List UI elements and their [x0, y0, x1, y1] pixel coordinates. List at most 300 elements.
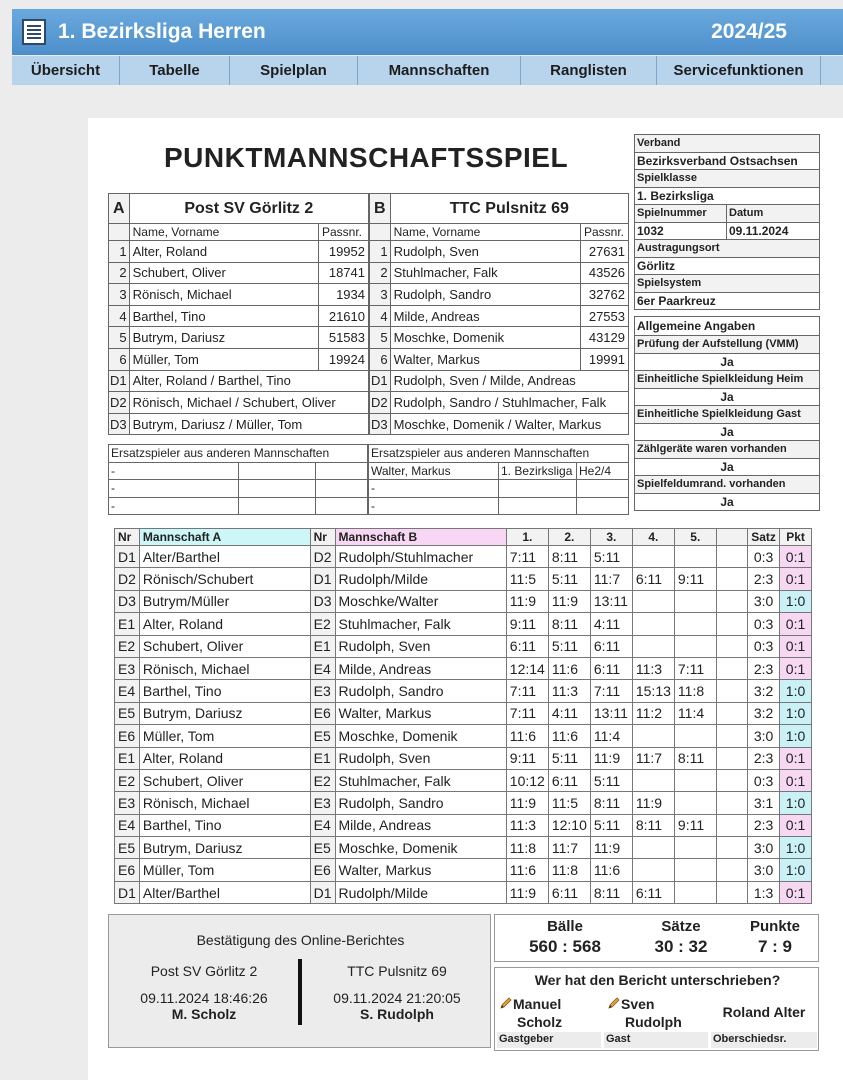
match-nr-b: D1 — [310, 881, 335, 903]
match-nr-a: D1 — [115, 546, 140, 568]
match-satz: 2:3 — [748, 747, 780, 769]
datum-value: 09.11.2024 — [727, 222, 820, 240]
league-title: 1. Bezirksliga Herren — [58, 20, 266, 43]
match-set-2: 11:6 — [548, 657, 590, 679]
general-value: Ja — [635, 353, 820, 371]
nav-ranglisten[interactable]: Ranglisten — [521, 56, 657, 85]
match-player-b: Rudolph, Sandro — [335, 792, 506, 814]
match-set-1: 9:11 — [506, 613, 548, 635]
pencil-icon — [499, 996, 513, 1010]
match-row — [115, 837, 812, 859]
player-name: Stuhlmacher, Falk — [390, 262, 580, 284]
match-satz: 0:3 — [748, 635, 780, 657]
doubles-position: D3 — [370, 413, 391, 435]
match-set-4: 11:9 — [632, 792, 674, 814]
match-nr-a: E2 — [115, 769, 140, 791]
match-satz: 3:0 — [748, 590, 780, 612]
match-set-4 — [632, 859, 674, 881]
doubles-pair: Rudolph, Sven / Milde, Andreas — [390, 370, 628, 392]
match-nr-b: E5 — [310, 725, 335, 747]
match-set-3: 5:11 — [590, 546, 632, 568]
col-name-header: Name, Vorname — [129, 224, 318, 241]
player-position: 3 — [109, 284, 130, 306]
substitute-cell — [316, 480, 368, 498]
match-nr-b: E4 — [310, 814, 335, 836]
totals-panel — [494, 914, 819, 962]
match-player-a: Barthel, Tino — [139, 814, 310, 836]
points-label: Punkte — [749, 918, 800, 935]
general-label-row — [635, 406, 820, 424]
match-set-4: 15:13 — [632, 680, 674, 702]
match-extra — [716, 725, 747, 747]
match-satz: 3:1 — [748, 792, 780, 814]
player-passnr: 19952 — [319, 241, 369, 263]
player-name: Rudolph, Sandro — [390, 284, 580, 306]
match-player-a: Rönisch, Michael — [139, 792, 310, 814]
player-passnr: 21610 — [319, 305, 369, 327]
match-extra — [716, 546, 747, 568]
general-label: Zählgeräte waren vorhanden — [635, 441, 820, 459]
match-satz: 2:3 — [748, 568, 780, 590]
match-nr-b: D1 — [310, 568, 335, 590]
guest-label: Gast — [604, 1032, 708, 1048]
doubles-position: D2 — [109, 392, 130, 414]
match-set-1: 7:11 — [506, 702, 548, 724]
match-player-b: Stuhlmacher, Falk — [335, 613, 506, 635]
doubles-row — [370, 370, 629, 392]
general-label: Einheitliche Spielkleidung Gast — [635, 406, 820, 424]
general-label: Einheitliche Spielkleidung Heim — [635, 371, 820, 389]
match-set-4: 6:11 — [632, 568, 674, 590]
substitute-cell — [577, 480, 629, 498]
substitute-row — [109, 480, 368, 498]
match-satz: 0:3 — [748, 769, 780, 791]
player-passnr: 1934 — [319, 284, 369, 306]
header-blank — [109, 224, 130, 241]
general-label-row — [635, 441, 820, 459]
system-value: 6er Paarkreuz — [635, 292, 820, 310]
match-nr-a: E6 — [115, 725, 140, 747]
match-satz: 2:3 — [748, 814, 780, 836]
general-label: Prüfung der Aufstellung (VMM) — [635, 336, 820, 354]
general-value-row — [635, 458, 820, 476]
general-label-row — [635, 476, 820, 494]
doubles-pair: Moschke, Domenik / Walter, Markus — [390, 413, 628, 435]
match-set-5: 9:11 — [674, 814, 716, 836]
team-a-letter: A — [109, 194, 130, 224]
match-nr-a: D3 — [115, 590, 140, 612]
general-label-row — [635, 371, 820, 389]
col-name-header: Name, Vorname — [390, 224, 580, 241]
match-row — [115, 680, 812, 702]
team-a-name: Post SV Görlitz 2 — [129, 194, 368, 224]
match-player-a: Rönisch, Michael — [139, 657, 310, 679]
general-value: Ja — [635, 493, 820, 511]
match-set-2: 11:8 — [548, 859, 590, 881]
match-nr-a: E5 — [115, 837, 140, 859]
player-passnr: 19924 — [319, 348, 369, 370]
team-a-table — [108, 193, 369, 435]
nav-spielplan[interactable]: Spielplan — [230, 56, 358, 85]
match-player-a: Alter, Roland — [139, 747, 310, 769]
match-satz: 3:2 — [748, 702, 780, 724]
match-set-2: 5:11 — [548, 568, 590, 590]
confirm-away-team: TTC Pulsnitz 69 — [347, 963, 447, 979]
player-name: Rönisch, Michael — [129, 284, 318, 306]
general-label-row — [635, 336, 820, 354]
verband-label: Verband — [635, 135, 820, 153]
player-name: Alter, Roland — [129, 241, 318, 263]
match-extra — [716, 680, 747, 702]
match-set-5: 9:11 — [674, 568, 716, 590]
player-position: 2 — [109, 262, 130, 284]
match-set-2: 8:11 — [548, 613, 590, 635]
season-label: 2024/25 — [711, 20, 787, 43]
host-signature — [499, 995, 604, 1031]
match-set-3: 11:4 — [590, 725, 632, 747]
confirmation-title: Bestätigung des Online-Berichtes — [196, 932, 405, 948]
col-extra — [716, 529, 747, 546]
match-pkt: 0:1 — [780, 881, 812, 903]
verband-value: Bezirksverband Ostsachsen — [635, 152, 820, 170]
match-set-1: 6:11 — [506, 635, 548, 657]
match-nr-b: E2 — [310, 769, 335, 791]
match-extra — [716, 769, 747, 791]
match-set-2: 11:3 — [548, 680, 590, 702]
match-nr-a: D2 — [115, 568, 140, 590]
col-set-3: 3. — [590, 529, 632, 546]
player-position: 3 — [370, 284, 391, 306]
match-set-1: 11:9 — [506, 881, 548, 903]
general-value-row — [635, 423, 820, 441]
ort-value: Görlitz — [635, 257, 820, 275]
match-nr-b: E3 — [310, 680, 335, 702]
match-set-1: 11:9 — [506, 590, 548, 612]
match-set-5 — [674, 859, 716, 881]
col-nr: Nr — [115, 529, 140, 546]
match-player-a: Alter, Roland — [139, 613, 310, 635]
match-nr-b: E5 — [310, 837, 335, 859]
match-set-2: 6:11 — [548, 769, 590, 791]
match-set-5: 7:11 — [674, 657, 716, 679]
match-pkt: 1:0 — [780, 702, 812, 724]
general-label: Spielfeldumrand. vorhanden — [635, 476, 820, 494]
substitutes-a-table — [108, 444, 368, 515]
match-player-a: Alter/Barthel — [139, 546, 310, 568]
match-set-1: 11:5 — [506, 568, 548, 590]
match-nr-a: E3 — [115, 657, 140, 679]
sets-label: Sätze — [661, 918, 701, 935]
substitute-cell — [238, 497, 316, 515]
match-player-a: Alter/Barthel — [139, 881, 310, 903]
col-nr: Nr — [310, 529, 335, 546]
match-set-4: 11:7 — [632, 747, 674, 769]
match-nr-a: E4 — [115, 680, 140, 702]
general-value: Ja — [635, 423, 820, 441]
match-pkt: 0:1 — [780, 769, 812, 791]
substitute-cell — [499, 497, 577, 515]
match-player-b: Stuhlmacher, Falk — [335, 769, 506, 791]
match-player-a: Butrym, Dariusz — [139, 702, 310, 724]
match-pkt: 0:1 — [780, 568, 812, 590]
doubles-row — [109, 370, 369, 392]
match-set-1: 10:12 — [506, 769, 548, 791]
match-pkt: 1:0 — [780, 859, 812, 881]
spielklasse-value: 1. Bezirksliga — [635, 187, 820, 205]
doubles-row — [109, 392, 369, 414]
player-position: 2 — [370, 262, 391, 284]
match-set-4: 6:11 — [632, 881, 674, 903]
player-row — [109, 241, 369, 263]
substitute-row — [369, 497, 629, 515]
match-set-3: 5:11 — [590, 769, 632, 791]
guest-signature — [607, 995, 712, 1031]
match-row — [115, 881, 812, 903]
match-pkt: 0:1 — [780, 747, 812, 769]
match-nr-b: E2 — [310, 613, 335, 635]
match-nr-b: E4 — [310, 657, 335, 679]
match-set-5 — [674, 881, 716, 903]
matches-table — [114, 528, 812, 904]
match-nr-a: E2 — [115, 635, 140, 657]
match-row — [115, 635, 812, 657]
substitute-cell: He2/4 — [577, 462, 629, 480]
col-set-4: 4. — [632, 529, 674, 546]
player-passnr: 19991 — [581, 348, 629, 370]
general-info-table — [634, 316, 820, 511]
match-nr-a: E1 — [115, 613, 140, 635]
general-value-row — [635, 353, 820, 371]
match-extra — [716, 747, 747, 769]
match-set-1: 9:11 — [506, 747, 548, 769]
match-set-5 — [674, 546, 716, 568]
match-set-4: 11:3 — [632, 657, 674, 679]
match-nr-a: E1 — [115, 747, 140, 769]
match-player-b: Walter, Markus — [335, 859, 506, 881]
match-row — [115, 859, 812, 881]
player-name: Moschke, Domenik — [390, 327, 580, 349]
match-player-b: Moschke/Walter — [335, 590, 506, 612]
match-extra — [716, 881, 747, 903]
col-team-b: Mannschaft B — [335, 529, 506, 546]
match-set-2: 12:10 — [548, 814, 590, 836]
match-set-3: 7:11 — [590, 680, 632, 702]
match-set-5 — [674, 613, 716, 635]
match-extra — [716, 613, 747, 635]
match-nr-b: E1 — [310, 635, 335, 657]
match-pkt: 0:1 — [780, 635, 812, 657]
spielnummer-value: 1032 — [635, 222, 727, 240]
match-set-5 — [674, 769, 716, 791]
match-set-5 — [674, 590, 716, 612]
guest-last-name: Rudolph — [625, 1014, 682, 1030]
substitute-cell — [577, 497, 629, 515]
document-icon — [22, 19, 46, 45]
match-set-1: 12:14 — [506, 657, 548, 679]
match-set-1: 11:8 — [506, 837, 548, 859]
match-row — [115, 702, 812, 724]
match-set-5 — [674, 635, 716, 657]
nav-servicefunktionen[interactable]: Servicefunktionen — [657, 56, 821, 85]
match-set-2: 6:11 — [548, 881, 590, 903]
match-set-2: 11:9 — [548, 590, 590, 612]
match-nr-b: E6 — [310, 859, 335, 881]
match-set-3: 13:11 — [590, 702, 632, 724]
col-set-1: 1. — [506, 529, 548, 546]
balls-value: 560 : 568 — [529, 937, 601, 956]
match-nr-b: E6 — [310, 702, 335, 724]
spielklasse-label: Spielklasse — [635, 170, 820, 188]
player-passnr: 27553 — [581, 305, 629, 327]
general-value-row — [635, 493, 820, 511]
match-info-table — [634, 134, 820, 310]
match-player-b: Rudolph, Sven — [335, 635, 506, 657]
player-name: Butrym, Dariusz — [129, 327, 318, 349]
substitute-cell — [499, 480, 577, 498]
match-set-3: 4:11 — [590, 613, 632, 635]
match-set-3: 8:11 — [590, 881, 632, 903]
player-position: 4 — [370, 305, 391, 327]
player-row — [370, 327, 629, 349]
substitute-cell — [316, 462, 368, 480]
match-set-1: 11:6 — [506, 725, 548, 747]
match-extra — [716, 590, 747, 612]
match-player-b: Rudolph/Stuhlmacher — [335, 546, 506, 568]
match-nr-a: D1 — [115, 881, 140, 903]
match-set-2: 4:11 — [548, 702, 590, 724]
guest-first-name: Sven — [621, 996, 655, 1012]
player-name: Milde, Andreas — [390, 305, 580, 327]
match-player-b: Milde, Andreas — [335, 814, 506, 836]
match-nr-a: E3 — [115, 792, 140, 814]
match-set-3: 11:9 — [590, 837, 632, 859]
match-set-2: 8:11 — [548, 546, 590, 568]
match-nr-b: E3 — [310, 792, 335, 814]
match-player-b: Rudolph/Milde — [335, 881, 506, 903]
doubles-pair: Alter, Roland / Barthel, Tino — [129, 370, 368, 392]
signatures-title: Wer hat den Bericht unterschrieben? — [534, 972, 781, 988]
player-name: Rudolph, Sven — [390, 241, 580, 263]
substitutes-b-table — [368, 444, 629, 515]
header-blank — [370, 224, 391, 241]
match-row — [115, 546, 812, 568]
match-player-a: Rönisch/Schubert — [139, 568, 310, 590]
match-set-3: 11:6 — [590, 859, 632, 881]
match-set-1: 7:11 — [506, 546, 548, 568]
match-player-b: Rudolph, Sven — [335, 747, 506, 769]
match-nr-b: D3 — [310, 590, 335, 612]
nav-mannschaften[interactable]: Mannschaften — [358, 56, 521, 85]
doubles-position: D1 — [370, 370, 391, 392]
confirm-away-time: 09.11.2024 21:20:05 — [333, 990, 461, 1006]
substitute-cell: Walter, Markus — [369, 462, 499, 480]
substitute-row — [369, 462, 629, 480]
doubles-pair: Rudolph, Sandro / Stuhlmacher, Falk — [390, 392, 628, 414]
player-position: 6 — [109, 348, 130, 370]
player-passnr: 51583 — [319, 327, 369, 349]
player-row — [109, 262, 369, 284]
doubles-pair: Rönisch, Michael / Schubert, Oliver — [129, 392, 368, 414]
match-set-3: 8:11 — [590, 792, 632, 814]
match-set-2: 5:11 — [548, 635, 590, 657]
match-row — [115, 613, 812, 635]
match-player-a: Butrym, Dariusz — [139, 837, 310, 859]
substitute-cell: - — [109, 462, 239, 480]
match-pkt: 1:0 — [780, 725, 812, 747]
match-set-4: 8:11 — [632, 814, 674, 836]
match-extra — [716, 657, 747, 679]
match-player-b: Moschke, Domenik — [335, 837, 506, 859]
system-label: Spielsystem — [635, 275, 820, 293]
player-name: Barthel, Tino — [129, 305, 318, 327]
doubles-position: D2 — [370, 392, 391, 414]
match-satz: 0:3 — [748, 613, 780, 635]
col-pass-header: Passnr. — [319, 224, 369, 241]
match-pkt: 0:1 — [780, 613, 812, 635]
match-player-b: Rudolph/Milde — [335, 568, 506, 590]
col-team-a: Mannschaft A — [139, 529, 310, 546]
match-set-4 — [632, 769, 674, 791]
page-title: PUNKTMANNSCHAFTSSPIEL — [164, 142, 569, 173]
match-set-5: 11:4 — [674, 702, 716, 724]
referee-name: Roland Alter — [722, 1004, 806, 1020]
match-set-3: 11:9 — [590, 747, 632, 769]
match-extra — [716, 568, 747, 590]
match-extra — [716, 702, 747, 724]
sets-value: 30 : 32 — [654, 937, 708, 956]
nav-tabelle[interactable]: Tabelle — [120, 56, 230, 85]
pencil-icon — [607, 996, 621, 1010]
team-b-table — [369, 193, 629, 435]
doubles-position: D1 — [109, 370, 130, 392]
player-passnr: 43129 — [581, 327, 629, 349]
match-set-2: 11:6 — [548, 725, 590, 747]
substitute-cell — [238, 480, 316, 498]
host-last-name: Scholz — [517, 1014, 563, 1030]
general-value-row — [635, 388, 820, 406]
nav-uebersicht[interactable]: Übersicht — [12, 56, 120, 85]
confirm-home-time: 09.11.2024 18:46:26 — [140, 990, 268, 1006]
match-nr-a: E5 — [115, 702, 140, 724]
match-satz: 3:2 — [748, 680, 780, 702]
match-player-a: Butrym/Müller — [139, 590, 310, 612]
player-position: 1 — [109, 241, 130, 263]
match-set-2: 11:7 — [548, 837, 590, 859]
match-player-a: Müller, Tom — [139, 859, 310, 881]
confirm-away-user: S. Rudolph — [360, 1006, 434, 1022]
match-player-b: Rudolph, Sandro — [335, 680, 506, 702]
general-title: Allgemeine Angaben — [635, 317, 820, 336]
substitute-row — [109, 462, 368, 480]
match-row — [115, 657, 812, 679]
spielnummer-label: Spielnummer — [635, 205, 727, 223]
match-satz: 0:3 — [748, 546, 780, 568]
player-position: 4 — [109, 305, 130, 327]
player-name: Müller, Tom — [129, 348, 318, 370]
player-row — [370, 305, 629, 327]
match-set-5 — [674, 725, 716, 747]
substitute-cell — [316, 497, 368, 515]
match-set-5: 11:8 — [674, 680, 716, 702]
referee-label: Oberschiedsr. — [711, 1032, 817, 1048]
match-set-3: 6:11 — [590, 657, 632, 679]
signatures-panel — [494, 967, 819, 1051]
substitutes-title: Ersatzspieler aus anderen Mannschaften — [369, 445, 629, 463]
ort-label: Austragungsort — [635, 240, 820, 258]
match-satz: 3:0 — [748, 859, 780, 881]
match-set-3: 5:11 — [590, 814, 632, 836]
match-set-1: 7:11 — [506, 680, 548, 702]
